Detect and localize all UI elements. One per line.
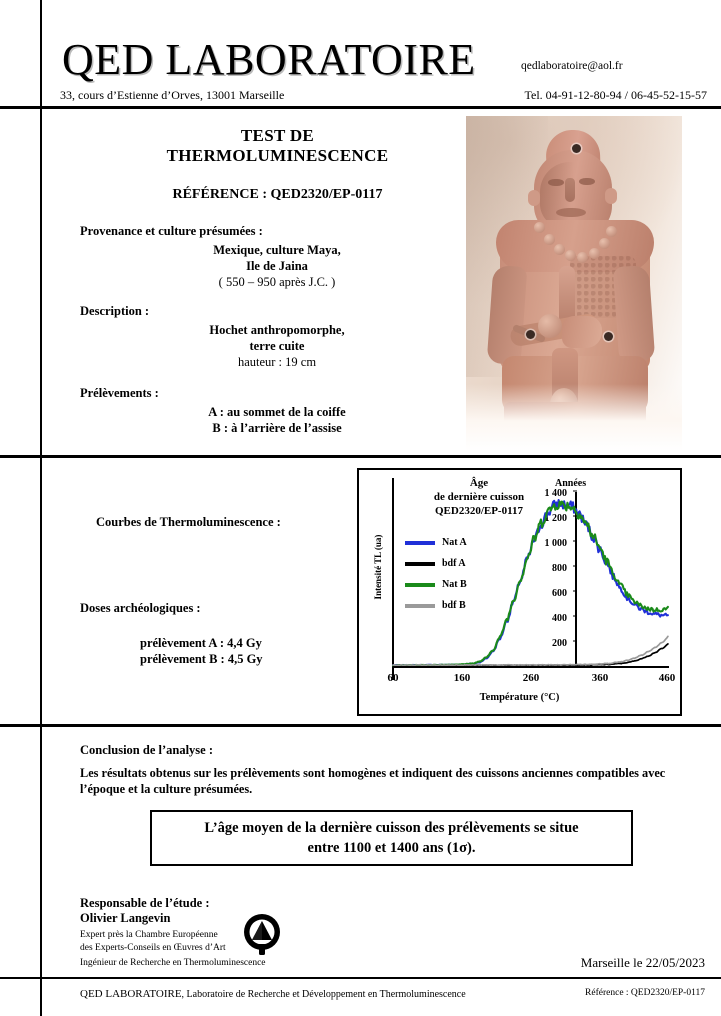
thermoluminescence-chart — [357, 468, 682, 716]
provenance-value-2: Ile de Jaina — [246, 259, 308, 273]
signature-label: Responsable de l’étude : — [80, 896, 210, 910]
figurine-mouth — [556, 208, 586, 217]
conclusion-box-line-2: entre 1100 et 1400 ans (1σ). — [307, 840, 476, 856]
x-tick-60: 60 — [387, 672, 399, 684]
vertical-rule-body-2 — [40, 457, 42, 724]
y-tick-1000: 1 000 — [544, 538, 567, 549]
x-tick-160: 160 — [453, 672, 471, 684]
y-tick-400: 400 — [552, 613, 567, 624]
reference-number: RÉFÉRENCE : QED2320/EP-0117 — [172, 187, 383, 202]
description-label: Description : — [80, 304, 150, 318]
chart-series-bdf-b — [393, 636, 668, 665]
doses-label: Doses archéologiques : — [80, 601, 201, 615]
sample-b-value: B : à l’arrière de l’assise — [212, 421, 342, 435]
signatory-credentials — [80, 929, 226, 955]
figurine-necklace-bead — [599, 238, 610, 249]
provenance-value-3: ( 550 – 950 après J.C. ) — [218, 275, 336, 289]
figurine-necklace-bead — [565, 250, 576, 261]
figurine-arm-left — [487, 265, 528, 365]
section-divider-rule-1 — [0, 455, 721, 458]
chart-title-line-3: QED2320/EP-0117 — [434, 505, 523, 517]
figurine-ear-left — [528, 190, 540, 206]
chart-series-nat-a — [393, 500, 668, 665]
legend-label-nat-b: Nat B — [442, 579, 467, 590]
description-value-2: terre cuite — [249, 339, 305, 353]
doses-values — [140, 635, 350, 667]
provenance-value-1: Mexique, culture Maya, — [213, 243, 341, 257]
description-values — [112, 322, 442, 370]
circle-triangle-logo-icon — [240, 912, 284, 958]
credential-line-3: Ingénieur de Recherche en Thermoluminescence — [80, 958, 266, 968]
figurine-eye-left — [548, 179, 564, 186]
contact-email: qedlaboratoire@aol.fr — [521, 60, 623, 72]
x-tick-260: 260 — [522, 672, 540, 684]
description-value-1: Hochet anthropomorphe, — [209, 323, 345, 337]
y-tick-200: 200 — [552, 638, 567, 649]
footer-reference: Référence : QED2320/EP-0117 — [585, 988, 705, 998]
section-divider-rule-2 — [0, 724, 721, 727]
chart-y-axis-label: Intensité TL (ua) — [373, 534, 383, 600]
figurine-sampling-hole — [604, 332, 613, 341]
y-tick-800: 800 — [552, 563, 567, 574]
chart-x-axis-ticks — [359, 672, 680, 688]
samples-values — [112, 404, 442, 436]
vertical-rule-body-3 — [40, 726, 42, 977]
figurine-necklace-bead — [554, 244, 565, 255]
chart-title-line-1: Âge — [469, 477, 489, 489]
y-tick-600: 600 — [552, 588, 567, 599]
dose-b-value: prélèvement B : 4,5 Gy — [140, 652, 263, 666]
y-tick-1200: 1 200 — [544, 513, 567, 524]
legend-label-bdf-a: bdf A — [442, 558, 466, 569]
figurine-knob — [538, 314, 562, 338]
footer-company-desc: , Laboratoire de Recherche et Développement en Thermoluminescence — [181, 989, 466, 1000]
place-and-date: Marseille le 22/05/2023 — [580, 955, 705, 970]
figurine-sampling-hole — [572, 144, 581, 153]
figurine-necklace-bead — [589, 248, 600, 259]
header-divider-rule — [0, 106, 721, 109]
legend-label-bdf-b: bdf B — [442, 600, 466, 611]
samples-label: Prélèvements : — [80, 386, 159, 400]
conclusion-text: Les résultats obtenus sur les prélèvements sont homogènes et indiquent des cuissons anciennes compatibles avec l’époque et la culture présumées. — [80, 766, 666, 796]
y-tick-1400: 1 400 — [544, 488, 567, 499]
figurine-sampling-hole — [526, 330, 535, 339]
chart-series-bdf-a — [393, 644, 668, 666]
figurine-eye-right — [579, 178, 595, 185]
figurine-necklace-bead — [534, 222, 545, 233]
dose-a-value: prélèvement A : 4,4 Gy — [140, 636, 262, 650]
signatory-name: Olivier Langevin — [80, 911, 171, 925]
contact-address: 33, cours d’Estienne d’Orves, 13001 Marseille — [60, 88, 285, 102]
figurine-ear-right — [605, 188, 617, 204]
legend-label-nat-a: Nat A — [442, 537, 467, 548]
figurine-nose — [565, 178, 575, 202]
provenance-label: Provenance et culture présumées : — [80, 224, 263, 238]
footer-company: QED LABORATOIRE — [80, 988, 182, 1000]
figurine-hand — [562, 316, 602, 348]
vertical-rule-footer — [40, 979, 42, 1016]
contact-phone: Tel. 04-91-12-80-94 / 06-45-52-15-57 — [524, 88, 707, 102]
company-logotype: QED LABORATOIRE — [62, 35, 476, 84]
conclusion-label: Conclusion de l’analyse : — [80, 743, 214, 757]
chart-title-line-2: de dernière cuisson — [433, 491, 525, 503]
figurine-necklace-bead — [544, 234, 555, 245]
provenance-values — [112, 242, 442, 290]
chart-x-axis-line — [393, 666, 669, 668]
credential-line-1: Expert près la Chambre Européenne — [80, 930, 218, 940]
chart-secondary-axis-label: Années — [555, 478, 587, 489]
x-tick-460: 460 — [658, 672, 676, 684]
sample-a-value: A : au sommet de la coiffe — [208, 405, 346, 419]
title-line-1: TEST DE — [240, 126, 315, 145]
vertical-rule-body-1 — [40, 108, 42, 455]
conclusion-box-line-1: L’âge moyen de la dernière cuisson des prélèvements se situe — [204, 820, 579, 836]
footer-left — [80, 988, 466, 1000]
curves-label: Courbes de Thermoluminescence : — [96, 515, 281, 529]
letterhead — [0, 0, 721, 108]
figurine-necklace-bead — [577, 252, 588, 263]
x-tick-360: 360 — [591, 672, 609, 684]
vertical-rule-header — [40, 0, 42, 106]
artifact-photo — [466, 116, 682, 451]
photo-floor-gradient — [466, 384, 682, 451]
conclusion-highlight-box — [150, 810, 633, 866]
chart-series-nat-b — [393, 502, 668, 666]
description-value-3: hauteur : 19 cm — [237, 355, 317, 369]
figurine-necklace-bead — [606, 226, 617, 237]
title-line-2: THERMOLUMINESCENCE — [166, 146, 389, 165]
figurine-arm-right — [613, 265, 656, 363]
page-title — [100, 126, 455, 166]
credential-line-2: des Experts-Conseils en Œuvres d’Art — [80, 943, 226, 953]
chart-x-axis-label: Température (°C) — [479, 692, 560, 703]
footer-divider-rule — [0, 977, 721, 979]
